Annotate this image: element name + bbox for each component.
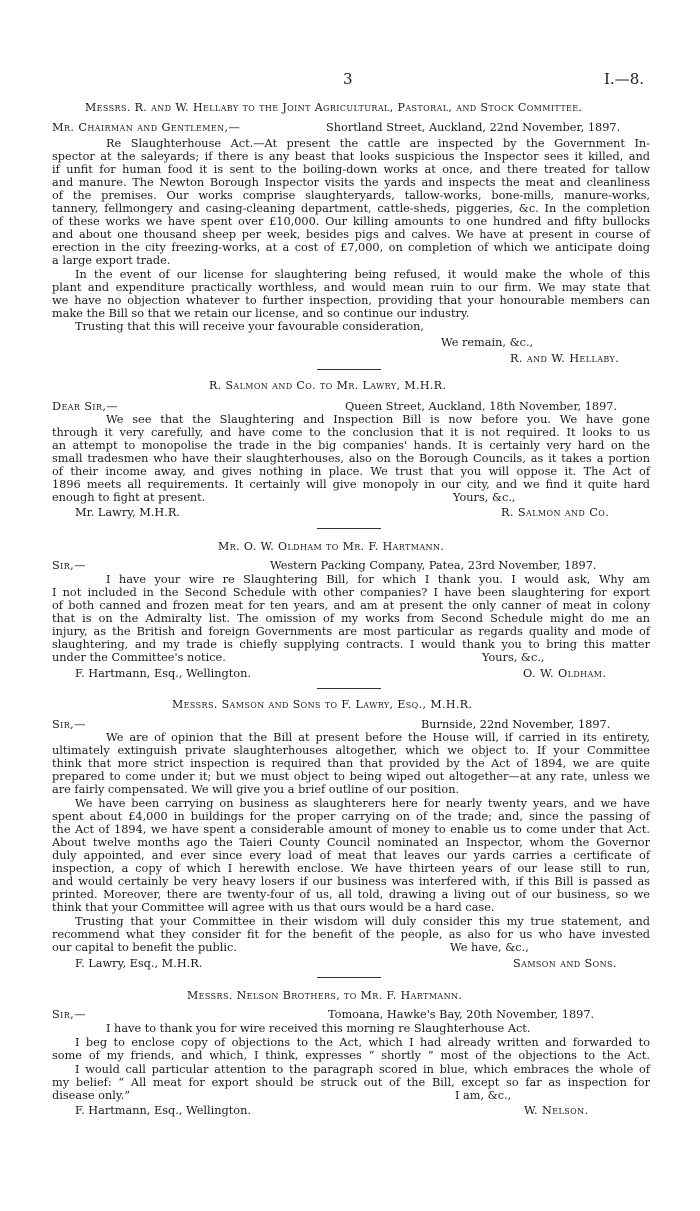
letter-line: I would call particular attention to the paragraph scored in blue, which embraces the whole of [75,1063,650,1076]
letter-signature: R. Salmon and Co. [501,506,610,519]
letter-line: of their income away, and gives nothing in place. We trust that you will oppose it. The Act of [52,465,650,478]
letter-line: under the Committee's notice. [52,651,226,664]
letter-line: enough to fight at present. [52,491,206,504]
letter-salutation: Sir,— [52,718,86,731]
letter-line: duly appointed, and ever since every load of meat that leaves our yards carries a certificate of [52,849,650,862]
letter-line: slaughtering, and my trade is chiefly supplying contracts. I would thank you to bring this matter [52,638,650,651]
letter-line: an attempt to monopolise the trade in the big companies' hands. It is certainly very hard on the [52,439,650,452]
letter-line: of the premises. Our works comprise slaughteryards, tallow-works, bone-mills, manure-works, [52,189,650,202]
divider [317,688,381,689]
letter-line: I have to thank you for wire received this morning re Slaughterhouse Act. [106,1022,531,1035]
letter-line: and manure. The Newton Borough Inspector visits the yards and inspects the meat and cleanliness [52,176,650,189]
page-number: 3 [343,70,353,88]
letter-line: Trusting that your Committee in their wisdom will duly consider this my true statement, and [75,915,650,928]
letter-line: prepared to come under it; but we must object to being wiped out altogether—at any rate, unless we [52,770,650,783]
letter-address: Queen Street, Auckland, 18th November, 1897. [345,400,618,413]
letter-line: and about one thousand sheep per week, besides pigs and calves. We have at present in course of [52,228,650,241]
letter-line: some of my friends, and which, I think, expresses “ shortly ” most of the objections to the Act. [52,1049,650,1062]
letter-line: my belief: “ All meat for export should be struck out of the Bill, except so far as inspection for [52,1076,650,1089]
letter-line: ultimately extinguish private slaughterhouses altogether, which we object to. If your Committee [52,744,650,757]
letter-line: We see that the Slaughtering and Inspection Bill is now before you. We have gone [106,413,650,426]
letter-closing: Yours, &c., [453,491,516,504]
letter-salutation: Mr. Chairman and Gentlemen,— [52,121,241,134]
letter-signature: O. W. Oldham. [523,667,607,680]
letter-line: the Act of 1894, we have spent a considerable amount of money to enable us to come under that Act. [52,823,650,836]
letter-closing: We have, &c., [450,941,529,954]
document-reference: I.—8. [604,70,645,88]
letter-line: I not included in the Second Schedule with other companies? I have been slaughtering for export [52,586,650,599]
letter-line: our capital to benefit the public. [52,941,237,954]
divider [317,977,381,978]
letter-line: a large export trade. [52,254,171,267]
letter-addressee: F. Hartmann, Esq., Wellington. [75,667,251,680]
divider [317,528,381,529]
letter-title: Mr. O. W. Oldham to Mr. F. Hartmann. [218,540,445,553]
letter-title: Messrs. R. and W. Hellaby to the Joint Agricultural, Pastoral, and Stock Committee. [85,101,583,114]
letter-line: recommend what they consider fit for the benefit of the people, as also for us who have invested [52,928,650,941]
letter-address: Tomoana, Hawke's Bay, 20th November, 1897. [328,1008,595,1021]
letter-address: Western Packing Company, Patea, 23rd November, 1897. [270,559,597,572]
letter-line: plant and expenditure practically worthless, and would mean ruin to our firm. We may state that [52,281,650,294]
letter-line: and would certainly be very heavy losers if our business was interfered with, if this Bill is passed as [52,875,650,888]
letter-line: we have no objection whatever to further inspection, providing that your honourable members can [52,294,650,307]
letter-address: Shortland Street, Auckland, 22nd November, 1897. [326,121,621,134]
letter-line: Re Slaughterhouse Act.—At present the cattle are inspected by the Government In- [106,137,650,150]
letter-line: think that more strict inspection is required than that provided by the Act of 1894, we are quite [52,757,650,770]
letter-signature: R. and W. Hellaby. [510,352,620,365]
letter-line: erection in the city freezing-works, at a cost of £7,000, on completion of which we anticipate doing [52,241,650,254]
letter-line: think that your Committee will agree with us that ours would be a hard case. [52,901,495,914]
letter-signature: Samson and Sons. [513,957,617,970]
letter-line: In the event of our license for slaughtering being refused, it would make the whole of this [75,268,650,281]
letter-line: injury, as the British and foreign Governments are most particular as regards quality and mode of [52,625,650,638]
letter-line: printed. Moreover, there are twenty-four of us, all told, drawing a living out of our business, so we [52,888,650,901]
letter-line: if unfit for human food it is sent to the boiling-down works at once, and there treated for tallow [52,163,650,176]
letter-line: make the Bill so that we retain our license, and so continue our industry. [52,307,470,320]
letter-line: small tradesmen who have their slaughterhouses, also on the Borough Councils, as it takes a portion [52,452,650,465]
letter-signature: W. Nelson. [524,1104,589,1117]
letter-salutation: Sir,— [52,559,86,572]
letter-line: 1896 meets all requirements. It certainly will give monopoly in our city, and we find it quite hard [52,478,650,491]
letter-title: R. Salmon and Co. to Mr. Lawry, M.H.R. [209,379,447,392]
letter-title: Messrs. Samson and Sons to F. Lawry, Esq., M.H.R. [172,698,473,711]
letter-line: About twelve months ago the Taieri County Council nominated an Inspector, whom the Governor [52,836,650,849]
letter-line: of these works we have spent over £10,000. Our killing amounts to one hundred and fifty bullocks [52,215,650,228]
letter-addressee: F. Lawry, Esq., M.H.R. [75,957,203,970]
letter-closing: Yours, &c., [482,651,545,664]
letter-line: are fairly compensated. We will give you a brief outline of our position. [52,783,460,796]
letter-line: through it very carefully, and have come to the conclusion that it is not required. It looks to us [52,426,650,439]
letter-salutation: Dear Sir,— [52,400,119,413]
letter-line: I have your wire re Slaughtering Bill, for which I thank you. I would ask, Why am [106,573,650,586]
letter-line: tannery, fellmongery and casing-cleaning department, cattle-sheds, piggeries, &c. In the completion [52,202,650,215]
letter-line: disease only.” [52,1089,131,1102]
letter-closing: I am, &c., [455,1089,512,1102]
letter-line: of both canned and frozen meat for ten years, and am at present the only canner of meat in colony [52,599,650,612]
letter-line: that is on the Admiralty list. The omission of my works from Second Schedule might do me an [52,612,650,625]
letter-line: spector at the saleyards; if there is any beast that looks suspicious the Inspector sees it killed, and [52,150,650,163]
letter-line: We have been carrying on business as slaughterers here for nearly twenty years, and we have [75,797,650,810]
letter-addressee: F. Hartmann, Esq., Wellington. [75,1104,251,1117]
letter-line: inspection, a copy of which I herewith enclose. We have thirteen years of our lease still to run, [52,862,650,875]
letter-closing: We remain, &c., [441,336,534,349]
letter-title: Messrs. Nelson Brothers, to Mr. F. Hartmann. [187,989,463,1002]
letter-addressee: Mr. Lawry, M.H.R. [75,506,180,519]
divider [317,369,381,370]
letter-line: I beg to enclose copy of objections to the Act, which I had already written and forwarded to [75,1036,650,1049]
letter-salutation: Sir,— [52,1008,86,1021]
letter-address: Burnside, 22nd November, 1897. [421,718,611,731]
letter-line: Trusting that this will receive your favourable consideration, [75,320,424,333]
letter-line: spent about £4,000 in buildings for the proper carrying on of the trade; and, since the passing of [52,810,650,823]
letter-line: We are of opinion that the Bill at present before the House will, if carried in its entirety, [106,731,650,744]
